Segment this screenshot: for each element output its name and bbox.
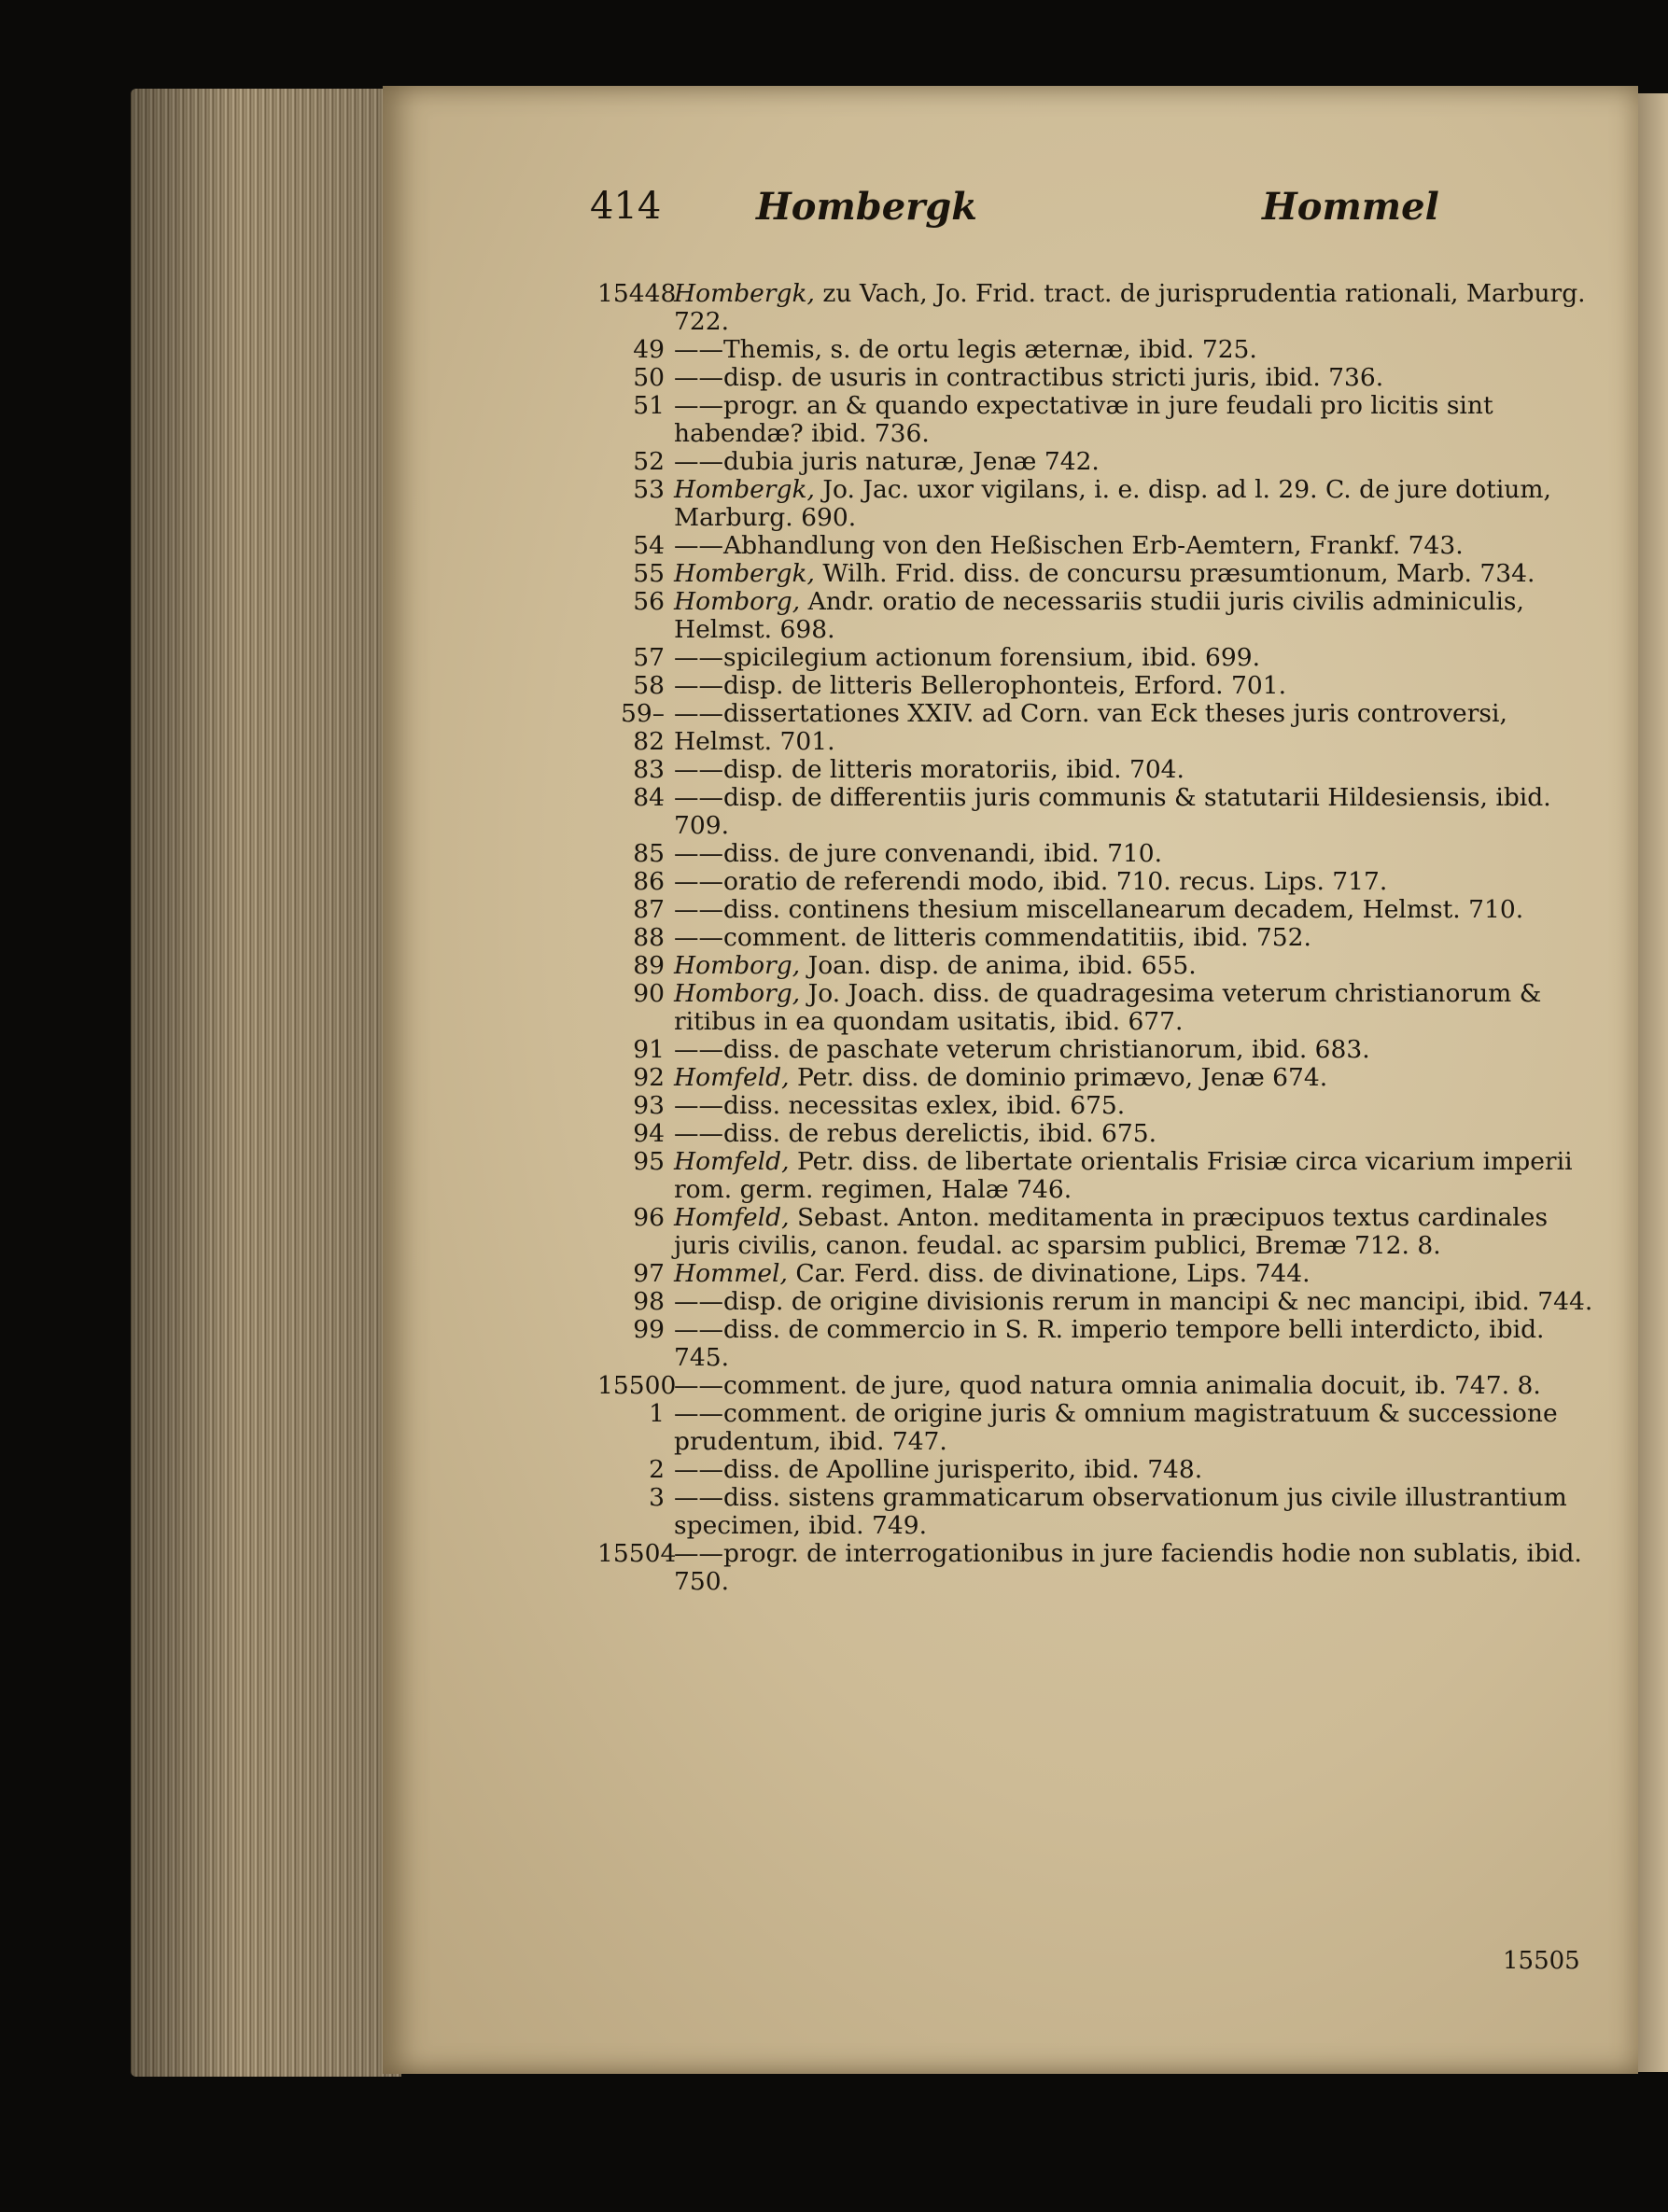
entry-author: Homborg,: [674, 587, 801, 616]
entry-number: 90: [633, 979, 665, 1008]
entry-text: ——disp. de differentiis juris communis & statutarii Hildesiensis, ibid. 709.: [674, 783, 1551, 840]
bibliography-entry: [597, 868, 1605, 896]
bibliography-entry: [597, 1456, 1605, 1484]
book-edge-shadow: [131, 89, 401, 2077]
entry-text: Petr. diss. de dominio primævo, Jenæ 674.: [789, 1063, 1328, 1092]
entry-text: Jo. Jac. uxor vigilans, i. e. disp. ad l. 29. C. de jure dotium, Marburg. 690.: [674, 475, 1551, 532]
entry-body: [674, 1120, 1605, 1148]
entry-number: 3: [649, 1483, 665, 1512]
entry-body: [674, 868, 1605, 896]
entry-body: [674, 1288, 1605, 1316]
entry-author: Homborg,: [674, 951, 801, 980]
entry-body: [674, 1148, 1605, 1204]
entry-text: ——disp. de litteris Bellerophonteis, Erford. 701.: [674, 671, 1286, 700]
entry-text: ——progr. de interrogationibus in jure faciendis hodie non sublatis, ibid. 750.: [674, 1539, 1582, 1596]
bibliography-entry: [597, 1288, 1605, 1316]
entry-author: Hombergk,: [674, 475, 815, 504]
bibliography-entry: [597, 1316, 1605, 1372]
entry-text: ——disp. de litteris moratoriis, ibid. 704.: [674, 755, 1184, 784]
entry-number: 93: [633, 1091, 665, 1120]
entry-body: [674, 700, 1605, 756]
entry-text: ——dubia juris naturæ, Jenæ 742.: [674, 447, 1100, 476]
entry-text: Jo. Joach. diss. de quadragesima veterum christianorum & ritibus in ea quondam usitatis, ibid. 677.: [674, 979, 1542, 1036]
entry-number: 86: [633, 867, 665, 896]
entry-text: ——disp. de usuris in contractibus stricti juris, ibid. 736.: [674, 363, 1384, 392]
bibliography-entry: [597, 784, 1605, 840]
entry-body: [674, 980, 1605, 1036]
bibliography-entry: [597, 476, 1605, 532]
entry-body: [674, 1036, 1605, 1064]
entry-body: [674, 840, 1605, 868]
entry-number: 87: [633, 895, 665, 924]
bibliography-entry: [597, 1484, 1605, 1540]
entry-number: 49: [633, 335, 665, 364]
entry-body: [674, 588, 1605, 644]
entry-body: [674, 1400, 1605, 1456]
bibliography-entry: [597, 756, 1605, 784]
entry-text: ——diss. de rebus derelictis, ibid. 675.: [674, 1119, 1157, 1148]
page-header: [590, 185, 1598, 241]
bibliography-entry: [597, 1092, 1605, 1120]
entry-text: ——spicilegium actionum forensium, ibid. 699.: [674, 643, 1261, 672]
entry-number: 85: [633, 839, 665, 868]
entry-number: 92: [633, 1063, 665, 1092]
entry-body: [674, 336, 1605, 364]
entry-number: 52: [633, 447, 665, 476]
entry-text: ——comment. de origine juris & omnium magistratuum & successione prudentum, ibid. 747.: [674, 1399, 1558, 1456]
entry-text: ——diss. de paschate veterum christianorum, ibid. 683.: [674, 1035, 1370, 1064]
entry-body: [674, 1484, 1605, 1540]
entry-text: ——Themis, s. de ortu legis æternæ, ibid. 725.: [674, 335, 1257, 364]
entry-text: zu Vach, Jo. Frid. tract. de jurisprudentia rationali, Marburg. 722.: [674, 279, 1586, 336]
entry-body: [674, 1540, 1605, 1596]
bibliography-entry: [597, 1400, 1605, 1456]
bibliography-entry: [597, 1036, 1605, 1064]
page-number: 414: [590, 185, 662, 228]
entry-text: ——diss. de commercio in S. R. imperio tempore belli interdicto, ibid. 745.: [674, 1315, 1545, 1372]
bibliography-entry: [597, 588, 1605, 644]
entry-body: [674, 1260, 1605, 1288]
entry-number: 15504: [597, 1539, 677, 1568]
bibliography-entry: [597, 1148, 1605, 1204]
entry-text: ——Abhandlung von den Heßischen Erb-Aemtern, Frankf. 743.: [674, 531, 1464, 560]
entry-author: Homborg,: [674, 979, 801, 1008]
bibliography-entry: [597, 924, 1605, 952]
bibliography-entry: [597, 980, 1605, 1036]
entry-number: 51: [633, 391, 665, 420]
entry-text: ——oratio de referendi modo, ibid. 710. recus. Lips. 717.: [674, 867, 1388, 896]
entry-text: ——diss. necessitas exlex, ibid. 675.: [674, 1091, 1126, 1120]
entry-number: 15448: [597, 279, 677, 308]
entry-body: [674, 1064, 1605, 1092]
entry-body: [674, 644, 1605, 672]
entry-text: ——diss. continens thesium miscellanearum decadem, Helmst. 710.: [674, 895, 1524, 924]
entry-number: 57: [633, 643, 665, 672]
entry-number: 56: [633, 587, 665, 616]
entry-number: 97: [633, 1259, 665, 1288]
entry-number: 55: [633, 559, 665, 588]
bibliography-entry: [597, 1540, 1605, 1596]
bibliography-entry: [597, 952, 1605, 980]
entry-number: 50: [633, 363, 665, 392]
entry-number: 59–82: [621, 699, 665, 756]
entry-body: [674, 896, 1605, 924]
entry-author: Homfeld,: [674, 1147, 790, 1176]
entry-body: [674, 1316, 1605, 1372]
running-head-left: Hombergk: [756, 185, 977, 229]
entry-text: ——diss. de jure convenandi, ibid. 710.: [674, 839, 1163, 868]
entry-text: ——dissertationes XXIV. ad Corn. van Eck theses juris controversi, Helmst. 701.: [674, 699, 1507, 756]
entry-number: 98: [633, 1287, 665, 1316]
entry-body: [674, 1456, 1605, 1484]
bibliography-entry: [597, 1120, 1605, 1148]
entry-number: 54: [633, 531, 665, 560]
entry-body: [674, 1372, 1605, 1400]
entry-number: 58: [633, 671, 665, 700]
entry-number: 15500: [597, 1371, 677, 1400]
entry-text: Petr. diss. de libertate orientalis Frisiæ circa vicarium imperii rom. germ. regimen, Halæ 746.: [674, 1147, 1573, 1204]
entry-text: ——progr. an & quando expectativæ in jure feudali pro licitis sint habendæ? ibid. 736.: [674, 391, 1493, 448]
catchword: 15505: [1503, 1947, 1580, 1975]
entry-number: 99: [633, 1315, 665, 1344]
bibliography-entry: [597, 448, 1605, 476]
bibliography-entry: [597, 840, 1605, 868]
entry-number: 95: [633, 1147, 665, 1176]
entry-body: [674, 448, 1605, 476]
entry-number: 1: [649, 1399, 665, 1428]
entry-author: Hombergk,: [674, 279, 815, 308]
bibliography-entry: [597, 336, 1605, 364]
entry-text: ——comment. de litteris commendatitiis, ibid. 752.: [674, 923, 1311, 952]
entry-body: [674, 392, 1605, 448]
bibliography-entry: [597, 364, 1605, 392]
entry-body: [674, 532, 1605, 560]
entry-body: [674, 560, 1605, 588]
entry-body: [674, 364, 1605, 392]
entry-number: 53: [633, 475, 665, 504]
entry-text: ——diss. de Apolline jurisperito, ibid. 748.: [674, 1455, 1203, 1484]
bibliography-entry: [597, 560, 1605, 588]
entry-body: [674, 1204, 1605, 1260]
entry-author: Homfeld,: [674, 1063, 790, 1092]
entry-body: [674, 952, 1605, 980]
entry-number: 94: [633, 1119, 665, 1148]
bibliography-list: [597, 280, 1605, 1596]
entry-number: 2: [649, 1455, 665, 1484]
entry-body: [674, 476, 1605, 532]
entry-text: ——comment. de jure, quod natura omnia animalia docuit, ib. 747. 8.: [674, 1371, 1541, 1400]
entry-text: ——diss. sistens grammaticarum observationum jus civile illustrantium specimen, ibid. 749.: [674, 1483, 1567, 1540]
entry-author: Hommel,: [674, 1259, 788, 1288]
running-head-right: Hommel: [1262, 185, 1439, 229]
entry-body: [674, 672, 1605, 700]
bibliography-entry: [597, 644, 1605, 672]
bibliography-entry: [597, 672, 1605, 700]
bibliography-entry: [597, 1260, 1605, 1288]
bibliography-entry: [597, 1372, 1605, 1400]
entry-text: Car. Ferd. diss. de divinatione, Lips. 744.: [787, 1259, 1311, 1288]
entry-text: ——disp. de origine divisionis rerum in mancipi & nec mancipi, ibid. 744.: [674, 1287, 1593, 1316]
entry-author: Homfeld,: [674, 1203, 790, 1232]
entry-number: 96: [633, 1203, 665, 1232]
entry-body: [674, 784, 1605, 840]
entry-text: Sebast. Anton. meditamenta in præcipuos textus cardinales juris civilis, canon. feudal. ac sparsim publici, Bremæ 712. 8.: [674, 1203, 1549, 1260]
entry-number: 83: [633, 755, 665, 784]
entry-body: [674, 280, 1605, 336]
entry-text: Joan. disp. de anima, ibid. 655.: [800, 951, 1197, 980]
entry-text: Andr. oratio de necessariis studii juris civilis adminiculis, Helmst. 698.: [674, 587, 1524, 644]
bibliography-entry: [597, 532, 1605, 560]
bibliography-entry: [597, 896, 1605, 924]
entry-number: 84: [633, 783, 665, 812]
entry-body: [674, 924, 1605, 952]
entry-body: [674, 756, 1605, 784]
bibliography-entry: [597, 392, 1605, 448]
entry-number: 89: [633, 951, 665, 980]
bibliography-entry: [597, 1064, 1605, 1092]
entry-author: Hombergk,: [674, 559, 815, 588]
entry-body: [674, 1092, 1605, 1120]
entry-number: 88: [633, 923, 665, 952]
entry-text: Wilh. Frid. diss. de concursu præsumtionum, Marb. 734.: [814, 559, 1535, 588]
bibliography-entry: [597, 280, 1605, 336]
bibliography-entry: [597, 700, 1605, 756]
bibliography-entry: [597, 1204, 1605, 1260]
entry-number: 91: [633, 1035, 665, 1064]
